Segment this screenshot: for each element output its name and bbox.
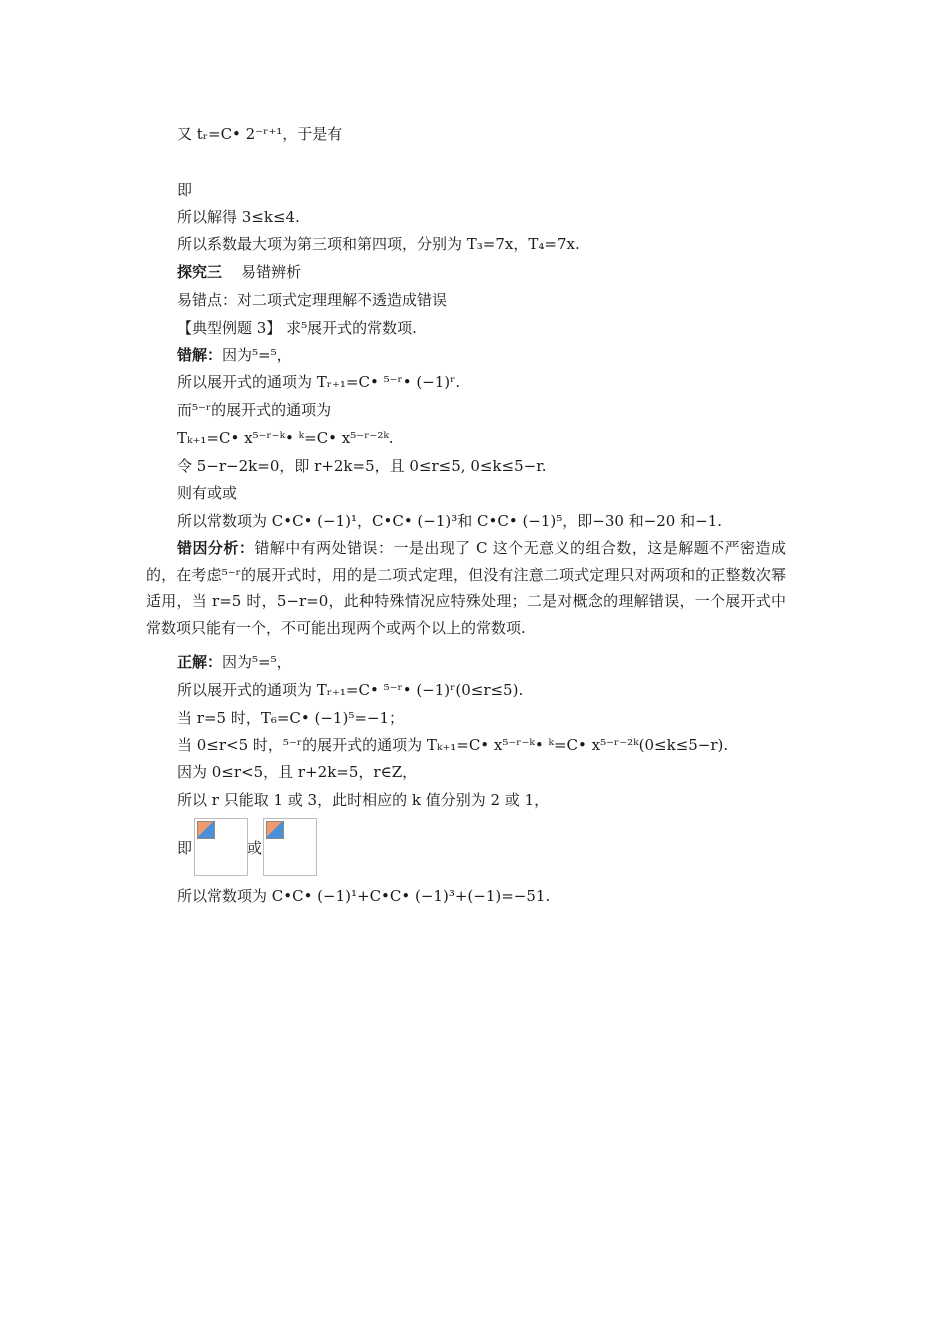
error-analysis-text: 错解中有两处错误：一是出现了 C 这个无意义的组合数，这是解题不严密造成的，在考虑⁵⁻ʳ的展开式时，用的是二项式定理，但没有注意二项式定理只对两项和的正整数次幂适用，当 r=5 时，5−r=0，此种特殊情况应特殊处理；二是对概念的理解错误，一个展开式中常数项只能有一个，不可能出现两个或两个以上的常数项. — [146, 539, 786, 637]
error-analysis-paragraph — [146, 535, 786, 641]
wrong-solution-text: 因为⁵=⁵， — [222, 346, 292, 364]
example-prompt: 求⁵展开式的常数项. — [281, 319, 417, 337]
correct-solution-label: 正解： — [177, 653, 223, 671]
text-line-1: 又 tᵣ=C• 2⁻ʳ⁺¹，于是有 — [177, 125, 343, 143]
text-line-8: 所以展开式的通项为 Tᵣ₊₁=C• ⁵⁻ʳ• (−1)ʳ. — [177, 373, 461, 391]
broken-image-1 — [194, 818, 248, 876]
correct-solution-line — [177, 652, 292, 672]
text-line-9: 而⁵⁻ʳ的展开式的通项为 — [177, 401, 332, 419]
wrong-solution-label: 错解： — [177, 346, 223, 364]
section-label: 探究三 — [177, 263, 223, 281]
image-placeholder-icon — [266, 821, 284, 839]
ji-label: 即 — [177, 839, 193, 857]
text-line-10: Tₖ₊₁=C• x⁵⁻ʳ⁻ᵏ• ᵏ=C• x⁵⁻ʳ⁻²ᵏ. — [177, 429, 394, 447]
text-line-19: 所以 r 只能取 1 或 3，此时相应的 k 值分别为 2 或 1， — [177, 791, 550, 809]
text-line-12: 则有或或 — [177, 484, 238, 502]
text-line-4: 所以系数最大项为第三项和第四项，分别为 T₃=7x，T₄=7x. — [177, 235, 580, 253]
text-line-3: 所以解得 3≤k≤4. — [177, 208, 300, 226]
section-heading — [177, 262, 301, 282]
section-title: 易错辨析 — [241, 263, 302, 281]
text-line-2: 即 — [177, 181, 193, 199]
error-analysis-label: 错因分析： — [177, 539, 255, 557]
example-heading — [177, 318, 417, 338]
example-label: 【典型例题 3】 — [177, 319, 282, 337]
text-line-15: 所以展开式的通项为 Tᵣ₊₁=C• ⁵⁻ʳ• (−1)ʳ(0≤r≤5). — [177, 681, 524, 699]
image-placeholder-icon — [197, 821, 215, 839]
correct-solution-text: 因为⁵=⁵， — [222, 653, 292, 671]
text-line-13: 所以常数项为 C•C• (−1)¹，C•C• (−1)³和 C•C• (−1)⁵，即−30 和−20 和−1. — [177, 512, 723, 530]
text-line-17: 当 0≤r<5 时，⁵⁻ʳ的展开式的通项为 Tₖ₊₁=C• x⁵⁻ʳ⁻ᵏ• ᵏ=C• x⁵⁻ʳ⁻²ᵏ(0≤k≤5−r). — [177, 736, 729, 754]
text-line-11: 令 5−r−2k=0，即 r+2k=5，且 0≤r≤5, 0≤k≤5−r. — [177, 457, 547, 475]
wrong-solution-line — [177, 345, 292, 365]
broken-image-2 — [263, 818, 317, 876]
text-line-18: 因为 0≤r<5，且 r+2k=5，r∈Z， — [177, 763, 418, 781]
text-line-5: 易错点：对二项式定理理解不透造成错误 — [177, 291, 448, 309]
text-line-16: 当 r=5 时，T₆=C• (−1)⁵=−1； — [177, 709, 405, 727]
text-line-20: 所以常数项为 C•C• (−1)¹+C•C• (−1)³+(−1)=−51. — [177, 887, 551, 905]
huo-label: 或 — [247, 839, 263, 857]
